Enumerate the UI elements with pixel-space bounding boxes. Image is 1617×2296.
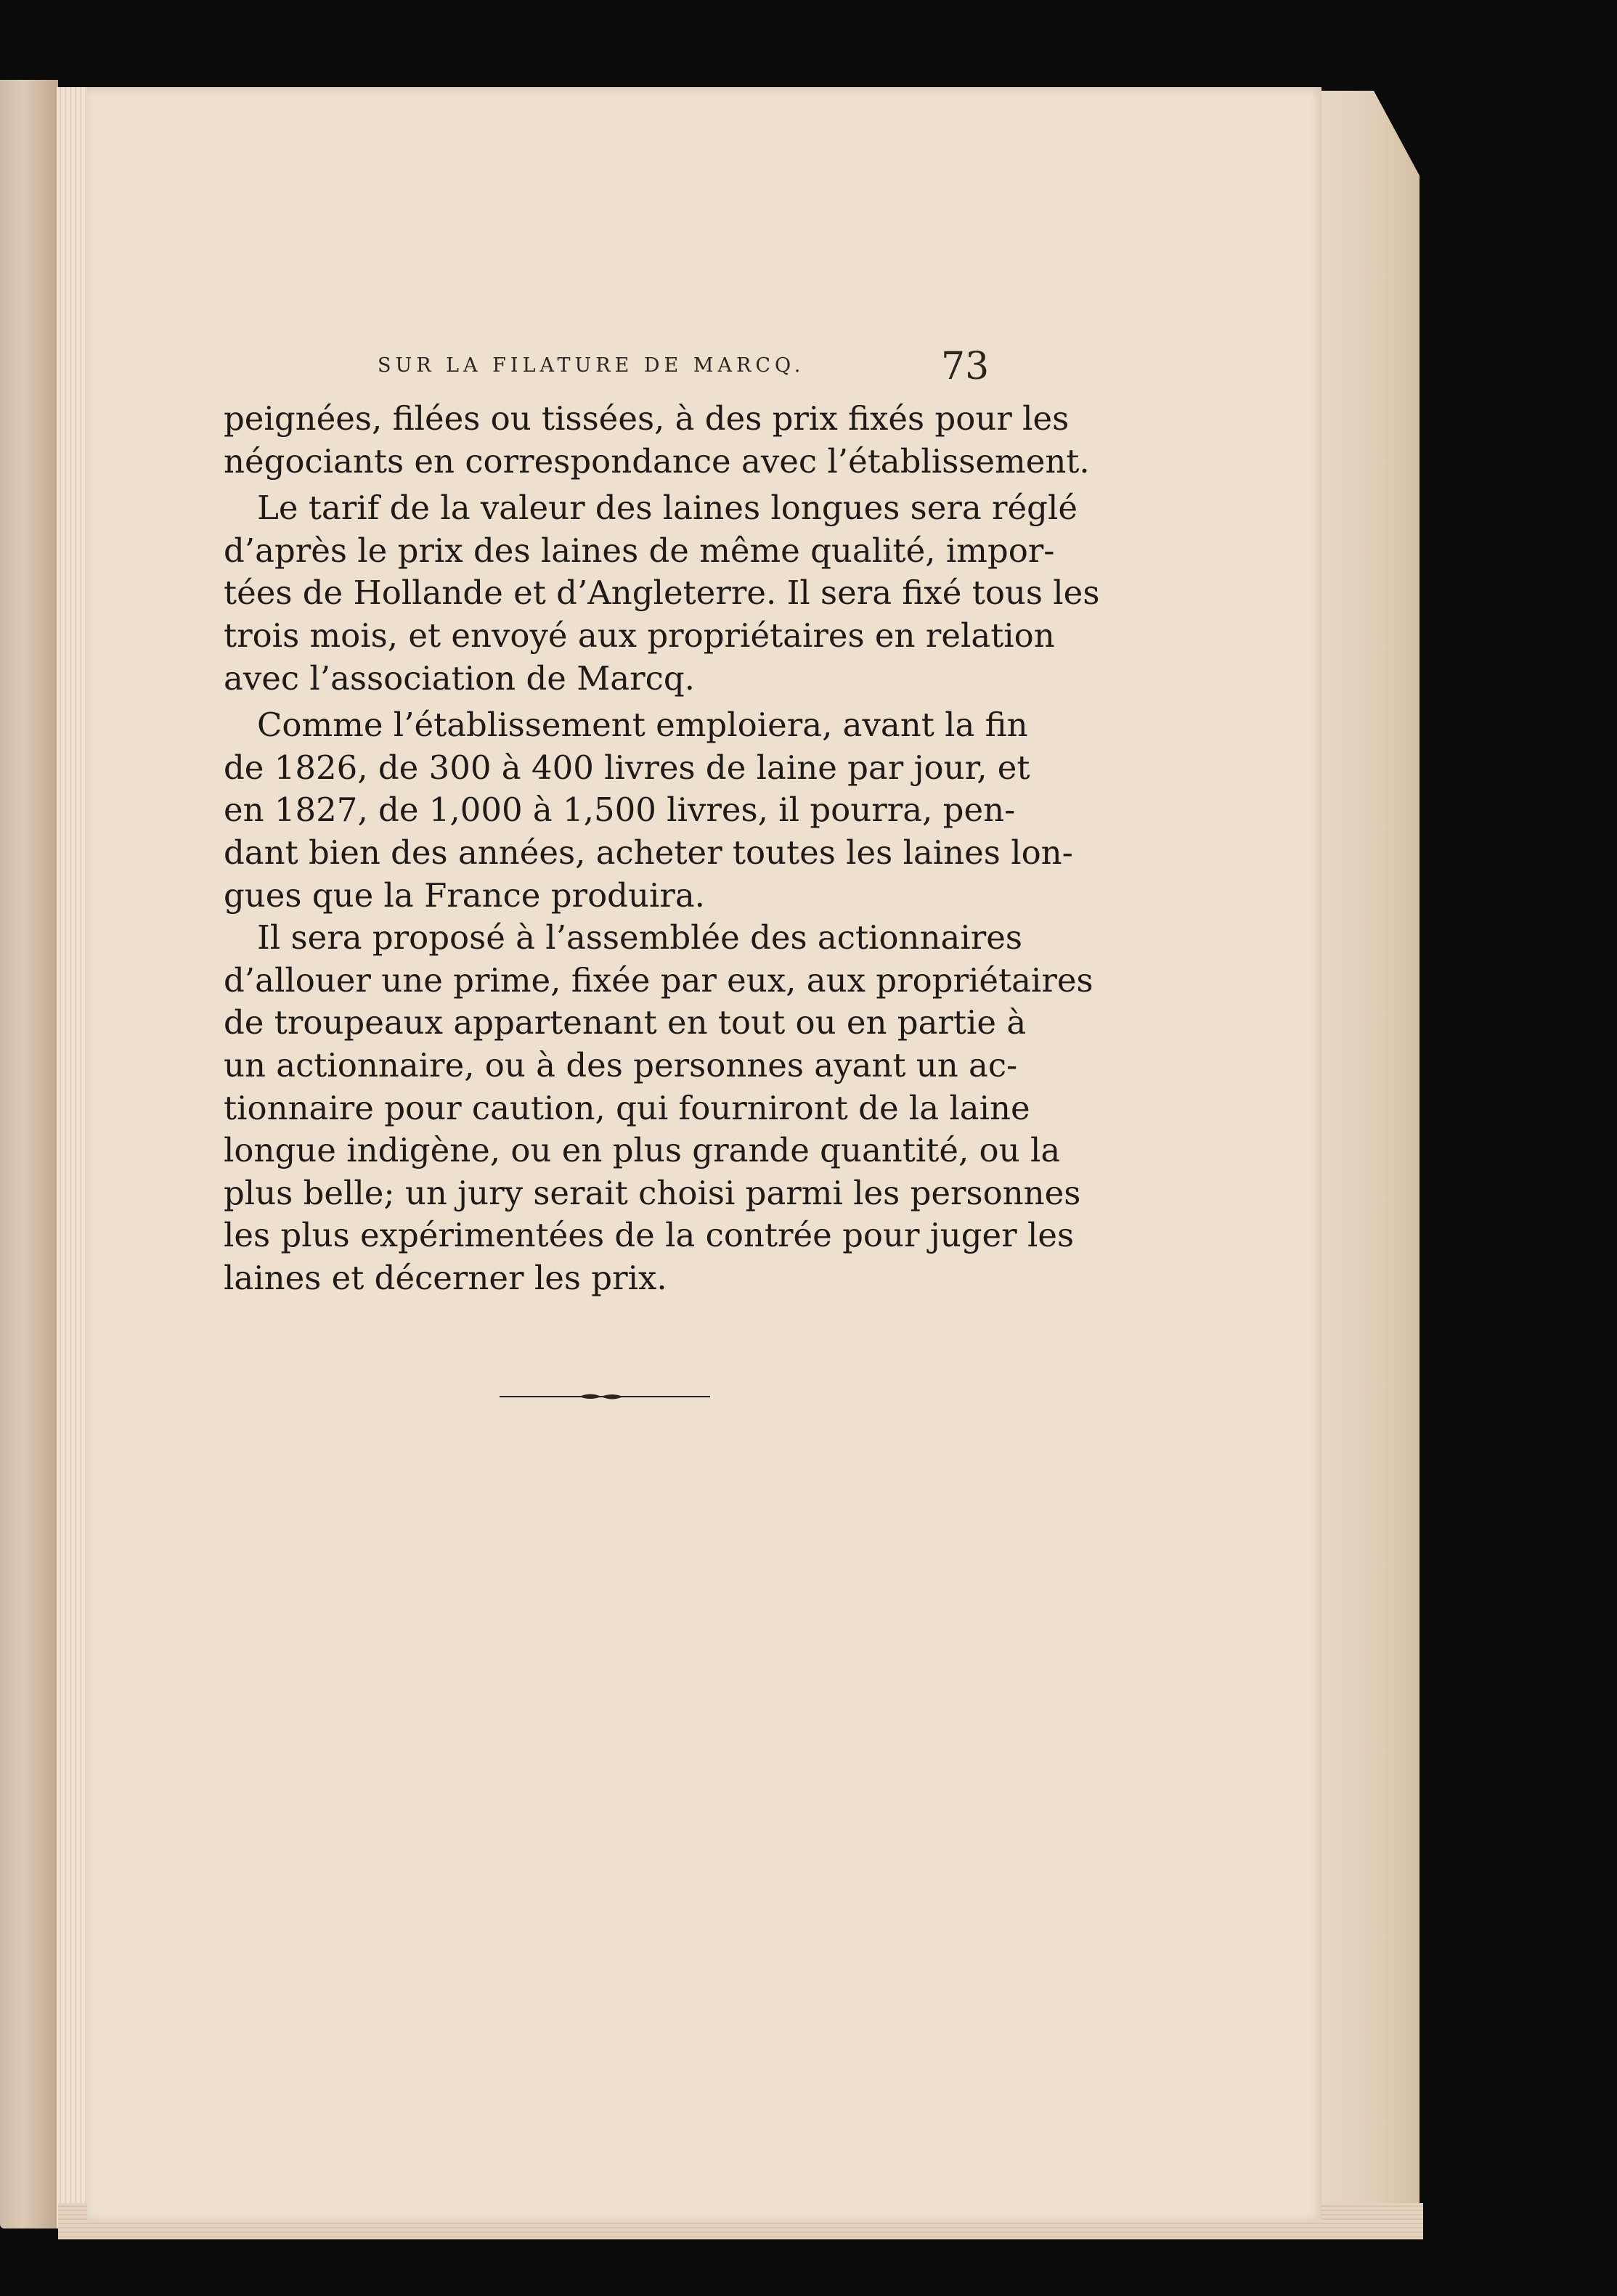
text-line: négociants en correspondance avec l’établissement.: [224, 441, 1090, 481]
text-line: Le tarif de la valeur des laines longues sera réglé: [257, 489, 1078, 528]
text-line: tionnaire pour caution, qui fourniront de la laine: [224, 1088, 1030, 1127]
page-number: 73: [941, 345, 990, 388]
section-end-ornament: [500, 1392, 710, 1401]
text-line: dant bien des années, acheter toutes les laines lon-: [224, 833, 1073, 872]
text-line: trois mois, et envoyé aux propriétaires en relation: [224, 616, 1055, 655]
text-line: tées de Hollande et d’Angleterre. Il sera fixé tous les: [224, 573, 1100, 613]
text-line: peignées, filées ou tissées, à des prix fixés pour les: [224, 399, 1070, 438]
text-line: plus belle; un jury serait choisi parmi les personnes: [224, 1173, 1081, 1212]
text-line: en 1827, de 1,000 à 1,500 livres, il pourra, pen-: [224, 790, 1016, 830]
text-line: longue indigène, ou en plus grande quantité, ou la: [224, 1131, 1061, 1170]
body-text: [224, 398, 1100, 1299]
text-line: les plus expérimentées de la contrée pour juger les: [224, 1216, 1075, 1255]
text-line: d’allouer une prime, fixée par eux, aux propriétaires: [224, 960, 1093, 1000]
text-line: d’après le prix des laines de même qualité, impor-: [224, 531, 1055, 570]
text-line: Comme l’établissement emploiera, avant la fin: [257, 706, 1028, 745]
page-stack-edges: [57, 87, 90, 2228]
text-line: laines et décerner les prix.: [224, 1258, 667, 1297]
right-page-edge: [1318, 91, 1420, 2214]
text-line: de 1826, de 300 à 400 livres de laine par jour, et: [224, 748, 1030, 787]
running-header: SUR LA FILATURE DE MARCQ.: [378, 354, 805, 377]
ornament-flourish: [579, 1394, 623, 1400]
text-line: Il sera proposé à l’assemblée des actionnaires: [257, 918, 1022, 957]
text-line: gues que la France produira.: [224, 875, 705, 915]
text-line: de troupeaux appartenant en tout ou en partie à: [224, 1003, 1027, 1042]
left-page-edge: [0, 80, 58, 2228]
text-line: avec l’association de Marcq.: [224, 658, 695, 698]
text-line: un actionnaire, ou à des personnes ayant un ac-: [224, 1045, 1018, 1084]
